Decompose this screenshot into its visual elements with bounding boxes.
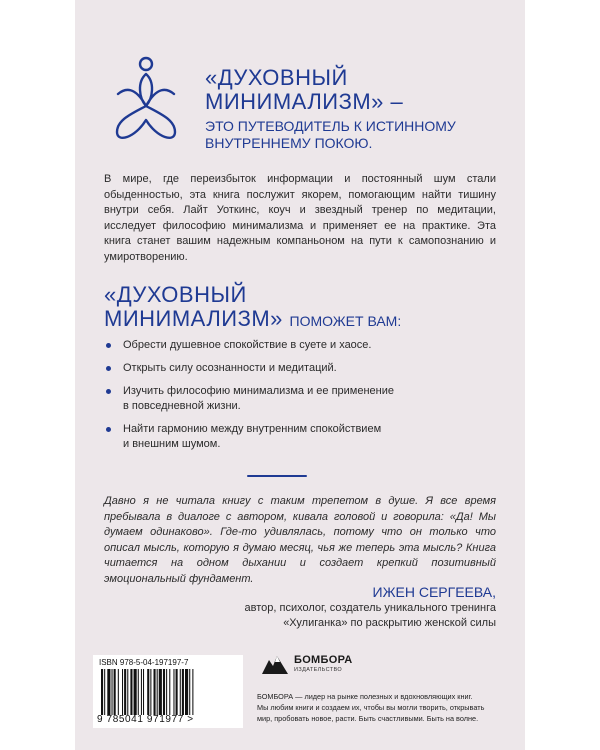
book-back-cover bbox=[75, 0, 525, 750]
barcode-bars-icon bbox=[101, 669, 235, 715]
list-item bbox=[104, 338, 496, 353]
hero-subtitle-line: ВНУТРЕННЕМУ ПОКОЮ. bbox=[205, 135, 373, 151]
benefits-heading-line: «ДУХОВНЫЙ bbox=[104, 282, 247, 307]
hero-subtitle bbox=[205, 118, 515, 152]
hero-subtitle-line: ЭТО ПУТЕВОДИТЕЛЬ К ИСТИННОМУ bbox=[205, 118, 456, 134]
list-item bbox=[104, 422, 496, 452]
benefits-heading-word: МИНИМАЛИЗМ» bbox=[104, 306, 283, 331]
bombora-logo-icon bbox=[260, 652, 290, 676]
list-item-text: Найти гармонию между внутренним спокойствием bbox=[123, 423, 382, 435]
publisher-brand: БОМБОРА bbox=[294, 654, 353, 666]
author-description-line: «Хулиганка» по раскрытию женской силы bbox=[283, 617, 496, 629]
hero-title bbox=[205, 66, 515, 114]
bullet-dot-icon bbox=[106, 366, 111, 371]
isbn-label: ISBN 978-5-04-197197-7 bbox=[99, 658, 189, 667]
list-item-text: Открыть силу осознанности и медитаций. bbox=[123, 362, 337, 374]
benefits-heading bbox=[104, 283, 496, 333]
barcode-digits: 9 785041 971977 > bbox=[97, 714, 194, 725]
benefits-list bbox=[104, 338, 496, 460]
hero-title-line: «ДУХОВНЫЙ bbox=[205, 65, 348, 90]
list-item bbox=[104, 361, 496, 376]
bullet-dot-icon bbox=[106, 389, 111, 394]
intro-paragraph: В мире, где переизбыток информации и постоянный шум стали обыденностью, эта книга послужит якорем, помогающим найти тишину внутри себя. Лайт Уоткинс, коуч и звездный тренер по медитации, исследует философию минимализма и применяет ее на практике. Эта книга станет вашим надежным компаньоном на пути к самопознанию и умиротворению. bbox=[104, 173, 496, 263]
publisher-brand-subtitle: ИЗДАТЕЛЬСТВО bbox=[294, 667, 343, 673]
benefits-heading-line bbox=[104, 307, 496, 333]
publisher-blurb-line: БОМБОРА — лидер на рынке полезных и вдохновляющих книг. bbox=[257, 692, 473, 701]
publisher-blurb-line: мир, пробовать новое, расти. Быть счастливыми. Быть на волне. bbox=[257, 714, 479, 723]
benefits-heading-suffix: ПОМОЖЕТ ВАМ: bbox=[289, 313, 402, 329]
list-item-text: Изучить философию минимализма и ее применение bbox=[123, 385, 394, 397]
meditation-figure-icon bbox=[113, 54, 179, 146]
barcode bbox=[93, 655, 243, 728]
testimonial-quote: Давно я не читала книгу с таким трепетом в душе. Я все время пребывала в диалоге с автором, кивала головой и говорила: «Да! Мы думаем одинаково». Где-то удивлялась, потому что он только что описал мысль, которую я думаю месяц, чья же теперь эта мысль? Книга читается на одном дыхании и создает крепкий позитивный эмоциональный фундамент. bbox=[104, 495, 496, 585]
list-item-text: и внешним шумом. bbox=[123, 438, 221, 450]
publisher-blurb bbox=[257, 691, 513, 724]
author-description-line: автор, психолог, создатель уникального тренинга bbox=[244, 602, 496, 614]
testimonial-author-description bbox=[104, 601, 496, 631]
testimonial-author: ИЖЕН СЕРГЕЕВА, bbox=[372, 584, 496, 600]
hero-title-line: МИНИМАЛИЗМ» – bbox=[205, 89, 404, 114]
bullet-dot-icon bbox=[106, 343, 111, 348]
publisher-blurb-line: Мы любим книги и создаем их, чтобы вы могли творить, открывать bbox=[257, 703, 485, 712]
section-divider bbox=[247, 475, 307, 477]
list-item bbox=[104, 384, 496, 414]
list-item-text: в повседневной жизни. bbox=[123, 400, 241, 412]
list-item-text: Обрести душевное спокойствие в суете и хаосе. bbox=[123, 339, 372, 351]
bullet-dot-icon bbox=[106, 427, 111, 432]
